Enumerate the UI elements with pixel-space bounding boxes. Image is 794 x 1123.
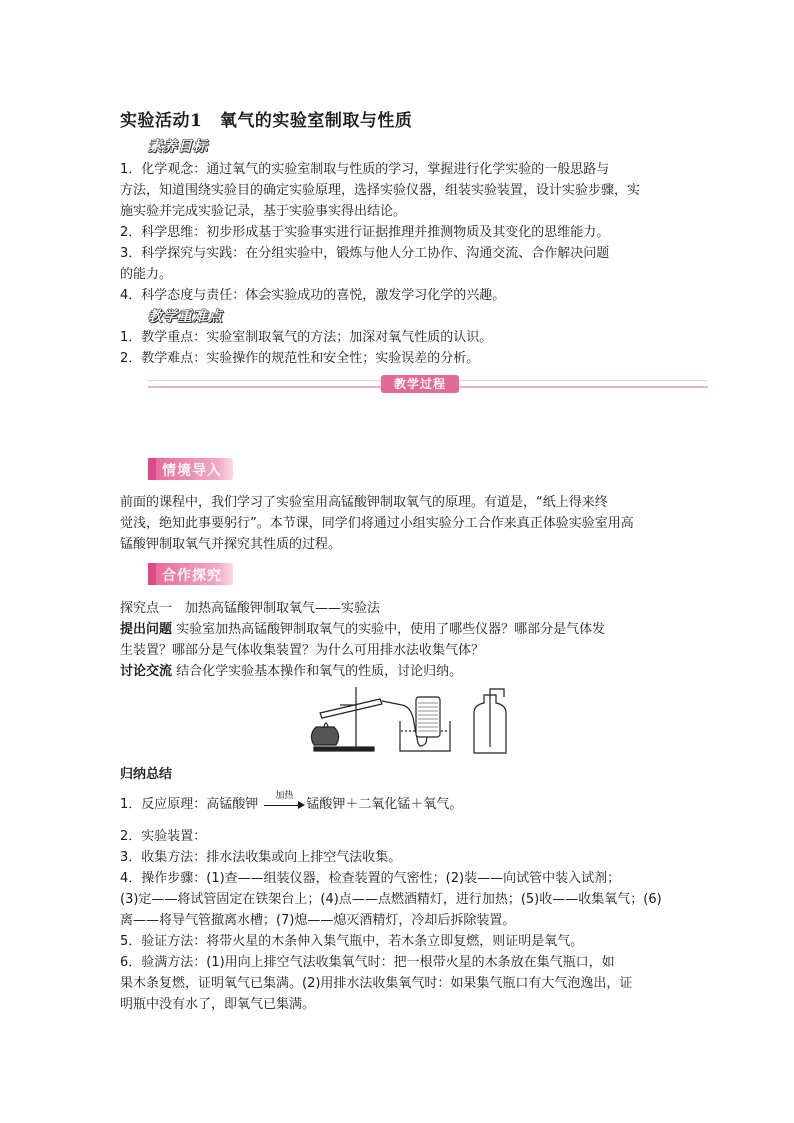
bottle-tube [490, 689, 504, 697]
process-badge: 教学过程 [381, 375, 459, 393]
item-full-line-2: 果木条复燃，证明氧气已集满。(2)用排水法收集氧气时：如果集气瓶口有大气泡逸出，证 [120, 976, 633, 991]
goal-3-line-1: 3．科学探究与实践：在分组实验中，锻炼与他人分工协作、沟通交流、合作解决问题 [120, 246, 610, 261]
reaction-principle: 1．反应原理：高锰酸钾 加热 锰酸钾＋二氧化锰＋氧气。 [120, 790, 463, 812]
summary-label: 归纳总结 [120, 767, 173, 782]
heading-goals: 素养目标 [148, 139, 208, 155]
tab-coop [148, 563, 233, 585]
goal-1-line-1: 1．化学观念：通过氧气的实验室制取与性质的学习，掌握进行化学实验的一般思路与 [120, 162, 610, 177]
item-full-line-3: 明瓶中没有水了，即氧气已集满。 [120, 997, 316, 1012]
item-steps-line-2: (3)定——将试管固定在铁架台上；(4)点——点燃酒精灯，进行加热；(5)收——收集氧气；(6) [120, 892, 662, 907]
goal-4: 4．科学态度与责任：体会实验成功的喜悦，激发学习化学的兴趣。 [120, 288, 506, 303]
question-line-1: 提出问题 实验室加热高锰酸钾制取氧气的实验中，使用了哪些仪器？哪部分是气体发 [120, 622, 606, 637]
keypoint-2: 2．教学难点：实验操作的规范性和安全性；实验误差的分析。 [120, 351, 480, 366]
discuss-line: 讨论交流 结合化学实验基本操作和氧气的性质，讨论归纳。 [120, 664, 463, 679]
alcohol-lamp [311, 727, 338, 745]
item-verify: 5．验证方法：将带火星的木条伸入集气瓶中，若木条立即复燃，则证明是氧气。 [120, 934, 584, 949]
inquiry-point-1: 探究点一 加热高锰酸钾制取氧气——实验法 [120, 601, 381, 616]
question-line-2: 生装置？哪部分是气体收集装置？为什么可用排水法收集气体？ [120, 643, 485, 658]
reaction-arrow: 加热 [262, 798, 306, 812]
intro-line-2: 觉浅，绝知此事要躬行”。本节课，同学们将通过小组实验分工合作来真正体验实验室用高 [120, 516, 634, 531]
goal-1-line-3: 施实验并完成实验记录，基于实验事实得出结论。 [120, 204, 407, 219]
delivery-tube-start [382, 701, 402, 705]
item-steps-line-3: 离——将导气管撤离水槽；(7)熄——熄灭酒精灯，冷却后拆除装置。 [120, 913, 516, 928]
item-steps-line-1: 4．操作步骤：(1)查——组装仪器，检查装置的气密性；(2)装——向试管中装入试剂； [120, 871, 621, 886]
apparatus-figure [300, 683, 520, 755]
test-tube [320, 699, 382, 718]
goal-3-line-2: 的能力。 [120, 267, 173, 282]
keypoint-1: 1．教学重点：实验室制取氧气的方法；加深对氧气性质的认识。 [120, 330, 493, 345]
item-collection: 3．收集方法：排水法收集或向上排空气法收集。 [120, 850, 402, 865]
tab-intro-label: 情境导入 [162, 463, 222, 479]
tab-intro [148, 458, 233, 480]
item-apparatus: 2．实验装置： [120, 829, 207, 844]
stand-base [314, 747, 374, 751]
goal-1-line-2: 方法，知道围绕实验目的确定实验原理，选择实验仪器，组装实验装置，设计实验步骤，实 [120, 183, 641, 198]
intro-line-3: 锰酸钾制取氧气并探究其性质的过程。 [120, 537, 342, 552]
page-title: 实验活动1 氧气的实验室制取与性质 [120, 111, 413, 131]
intro-line-1: 前面的课程中，我们学习了实验室用高锰酸钾制取氧气的原理。有道是，“纸上得来终 [120, 495, 608, 510]
goal-2: 2．科学思维：初步形成基于实验事实进行证据推理并推测物质及其变化的思维能力。 [120, 225, 610, 240]
tab-coop-label: 合作探究 [162, 568, 222, 584]
item-full-line-1: 6．验满方法：(1)用向上排空气法收集氧气时：把一根带火星的木条放在集气瓶口，如 [120, 955, 615, 970]
heading-keypoints: 教学重难点 [148, 309, 223, 325]
